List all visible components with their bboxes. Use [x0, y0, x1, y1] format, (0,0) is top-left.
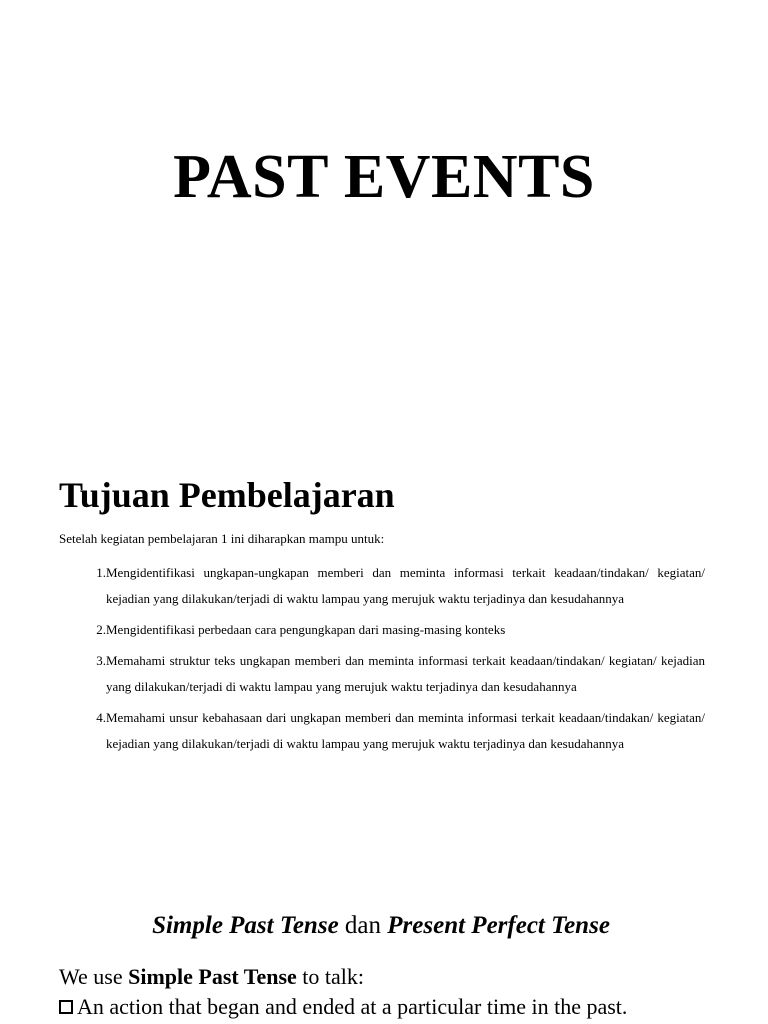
list-item [78, 648, 705, 700]
usage-bullet-text: An action that began and ended at a particular time in the past. [77, 994, 628, 1019]
list-item-text: Memahami unsur kebahasaan dari ungkapan memberi dan meminta informasi terkait keadaan/tindakan/ kegiatan/ kejadian yang dilakukan/terjadi di waktu lampau yang merujuk waktu terjadinya dan kesudahannya [106, 710, 705, 751]
checkbox-icon [59, 1000, 73, 1014]
section-heading: Tujuan Pembelajaran [59, 475, 395, 515]
usage-bullet [59, 994, 627, 1020]
subheading-connector: dan [338, 912, 388, 939]
usage-prefix: We use [59, 964, 129, 989]
usage-intro [59, 964, 364, 990]
list-item-text: Memahami struktur teks ungkapan memberi dan meminta informasi terkait keadaan/tindakan/ kegiatan/ kejadian yang dilakukan/terjadi di waktu lampau yang merujuk waktu terjadinya dan kesudahannya [106, 653, 705, 694]
subheading-simple-past: Simple Past Tense [152, 912, 339, 939]
list-item [78, 617, 705, 643]
list-item-number: 4. [96, 710, 106, 725]
list-item-number: 1. [96, 565, 106, 580]
list-item-number: 2. [96, 622, 106, 637]
usage-suffix: to talk: [296, 964, 365, 989]
list-item-number: 3. [96, 653, 106, 668]
list-item [78, 560, 705, 612]
tense-subheading [0, 912, 762, 940]
page-title: PAST EVENTS [173, 143, 595, 211]
objectives-list [78, 560, 705, 762]
list-item-text: Mengidentifikasi perbedaan cara pengungkapan dari masing-masing konteks [106, 622, 506, 637]
list-item [78, 705, 705, 757]
subheading-present-perfect: Present Perfect Tense [387, 912, 610, 939]
usage-tense-name: Simple Past Tense [128, 964, 297, 989]
intro-text: Setelah kegiatan pembelajaran 1 ini diharapkan mampu untuk: [59, 531, 385, 546]
list-item-text: Mengidentifikasi ungkapan-ungkapan memberi dan meminta informasi terkait keadaan/tindakan/ kegiatan/ kejadian yang dilakukan/terjadi di waktu lampau yang merujuk waktu terjadinya dan kesudahannya [106, 565, 705, 606]
